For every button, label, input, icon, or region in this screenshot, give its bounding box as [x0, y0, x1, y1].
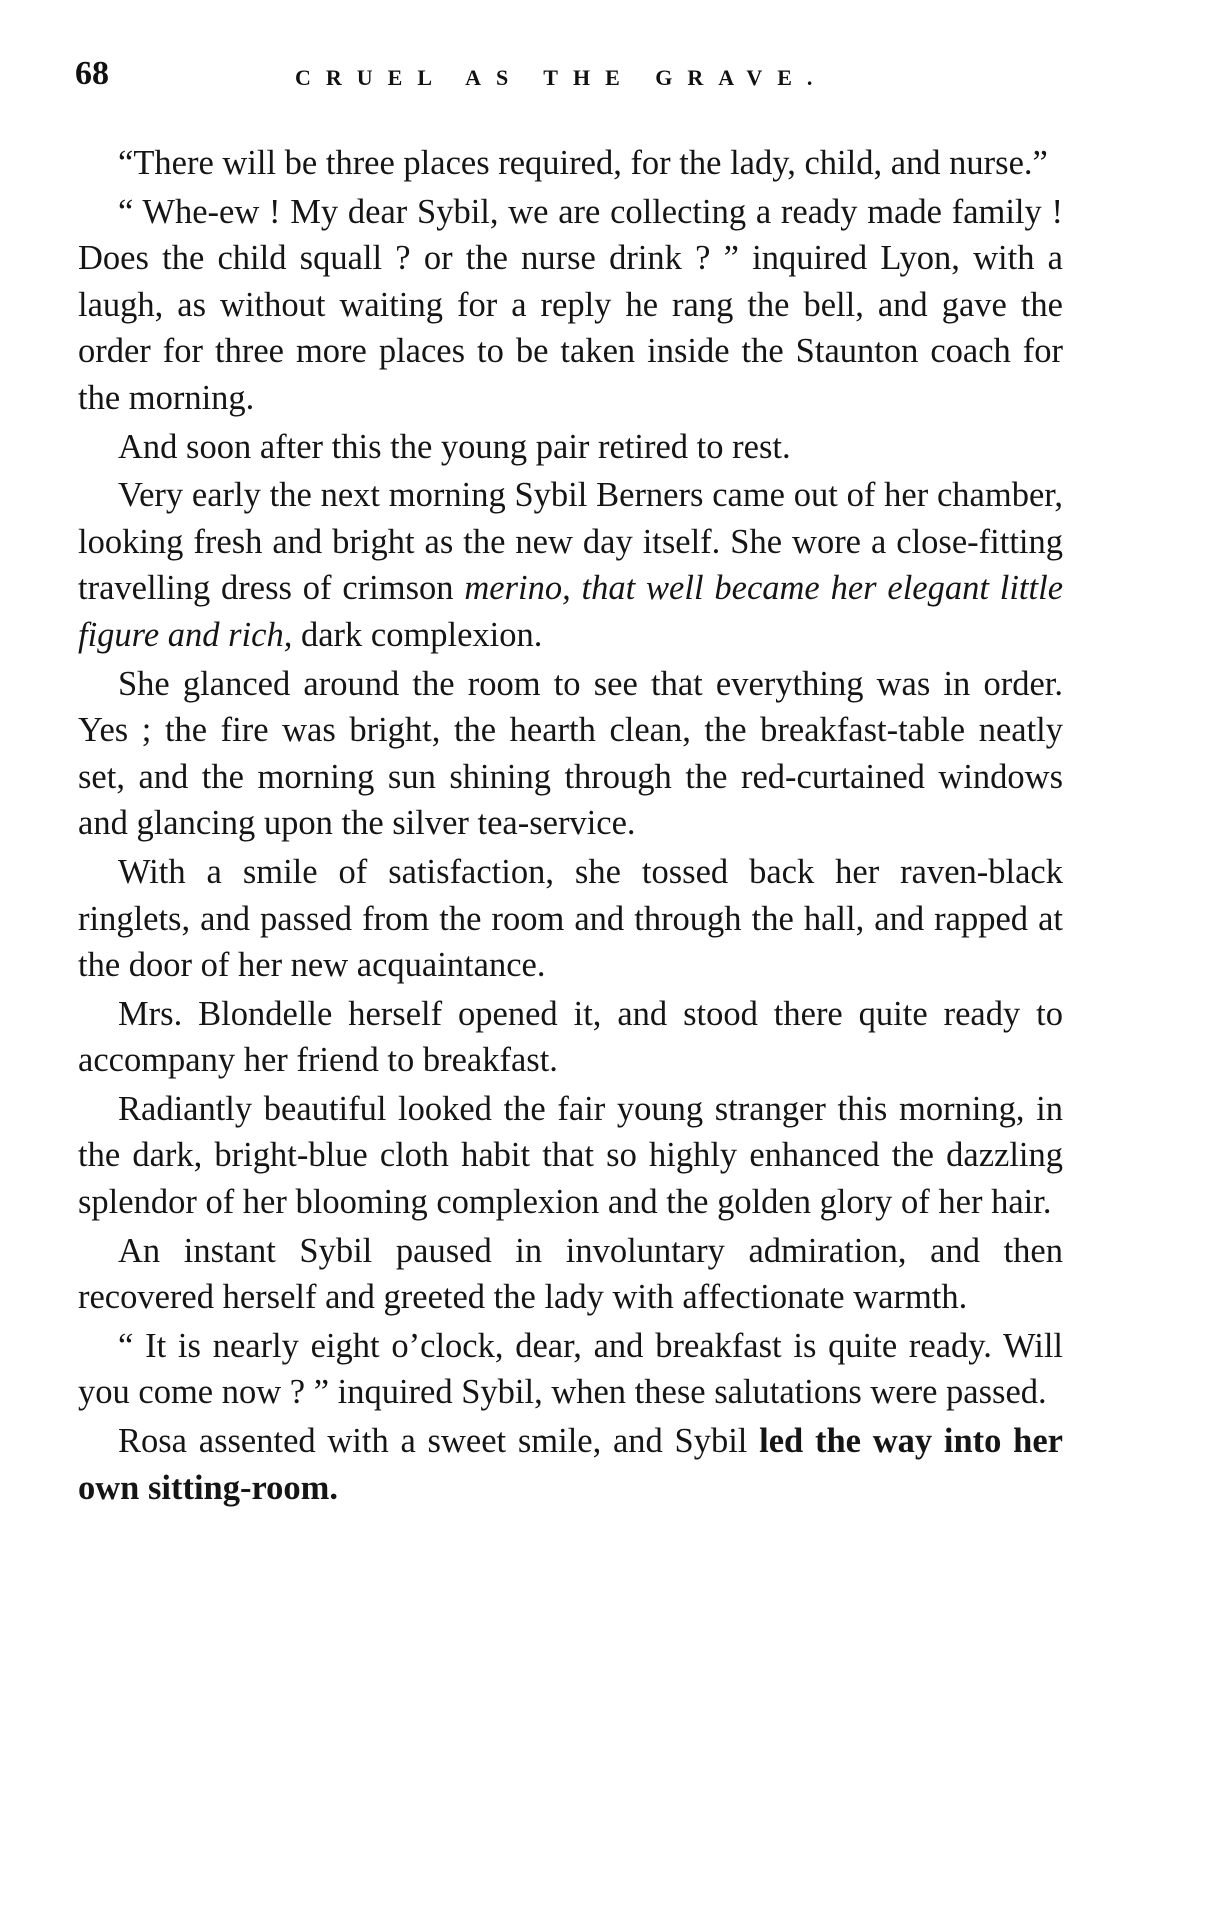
- paragraph-4-end: dark complexion.: [292, 615, 543, 654]
- paragraph-7: Mrs. Blondelle herself opened it, and stood there quite ready to accompany her friend to breakfast.: [78, 994, 1063, 1080]
- text-body: [78, 140, 1063, 1513]
- paragraph-4: [78, 472, 1063, 658]
- paragraph-8: Radiantly beautiful looked the fair young stranger this morning, in the dark, bright-blue cloth habit that so highly enhanced the dazzling splendor of her blooming complexion and the golden glory of her hair.: [78, 1089, 1063, 1222]
- paragraph-4-text: Very early the next morning Sybil Berners came out of her chamber, looking fresh and bright as the new day itself. She wore a close-fitting travelling dress of crimson: [78, 476, 1063, 608]
- paragraph-9: An instant Sybil paused in involuntary admiration, and then recovered herself and greeted the lady with affectionate warmth.: [78, 1231, 1063, 1317]
- paragraph-2: “ Whe-ew ! My dear Sybil, we are collecting a ready made family ! Does the child squall ? or the nurse drink ? ” inquired Lyon, with a laugh, as without waiting for a reply he rang the bell, and gave the order for three more places to be taken inside the Staunton coach for the morning.: [78, 192, 1063, 417]
- paragraph-5: She glanced around the room to see that everything was in order. Yes ; the fire was bright, the hearth clean, the breakfast-table neatly set, and the morning sun shining through the red-curtained windows and glancing upon the silver tea-service.: [78, 664, 1063, 843]
- running-title: CRUEL AS THE GRAVE.: [295, 65, 828, 90]
- page-number: 68: [75, 55, 109, 92]
- paragraph-6: With a smile of satisfaction, she tossed back her raven-black ringlets, and passed from the room and through the hall, and rapped at the door of her new acquaintance.: [78, 852, 1063, 985]
- paragraph-1: “There will be three places required, for the lady, child, and nurse.”: [118, 144, 1048, 182]
- paragraph-10: “ It is nearly eight o’clock, dear, and breakfast is quite ready. Will you come now ? ” inquired Sybil, when these salutations were passed.: [78, 1326, 1063, 1412]
- paragraph-3: And soon after this the young pair retired to rest.: [118, 427, 791, 466]
- paragraph-11-bold: led the way into her own sitting-room.: [78, 1422, 1063, 1507]
- paragraph-11-text: Rosa assented with a sweet smile, and Sybil: [118, 1422, 760, 1461]
- running-head: [75, 55, 1075, 105]
- paragraph-4-italic: merino, that well became her elegant little figure and rich,: [78, 569, 1064, 654]
- paragraph-11: [78, 1418, 1063, 1511]
